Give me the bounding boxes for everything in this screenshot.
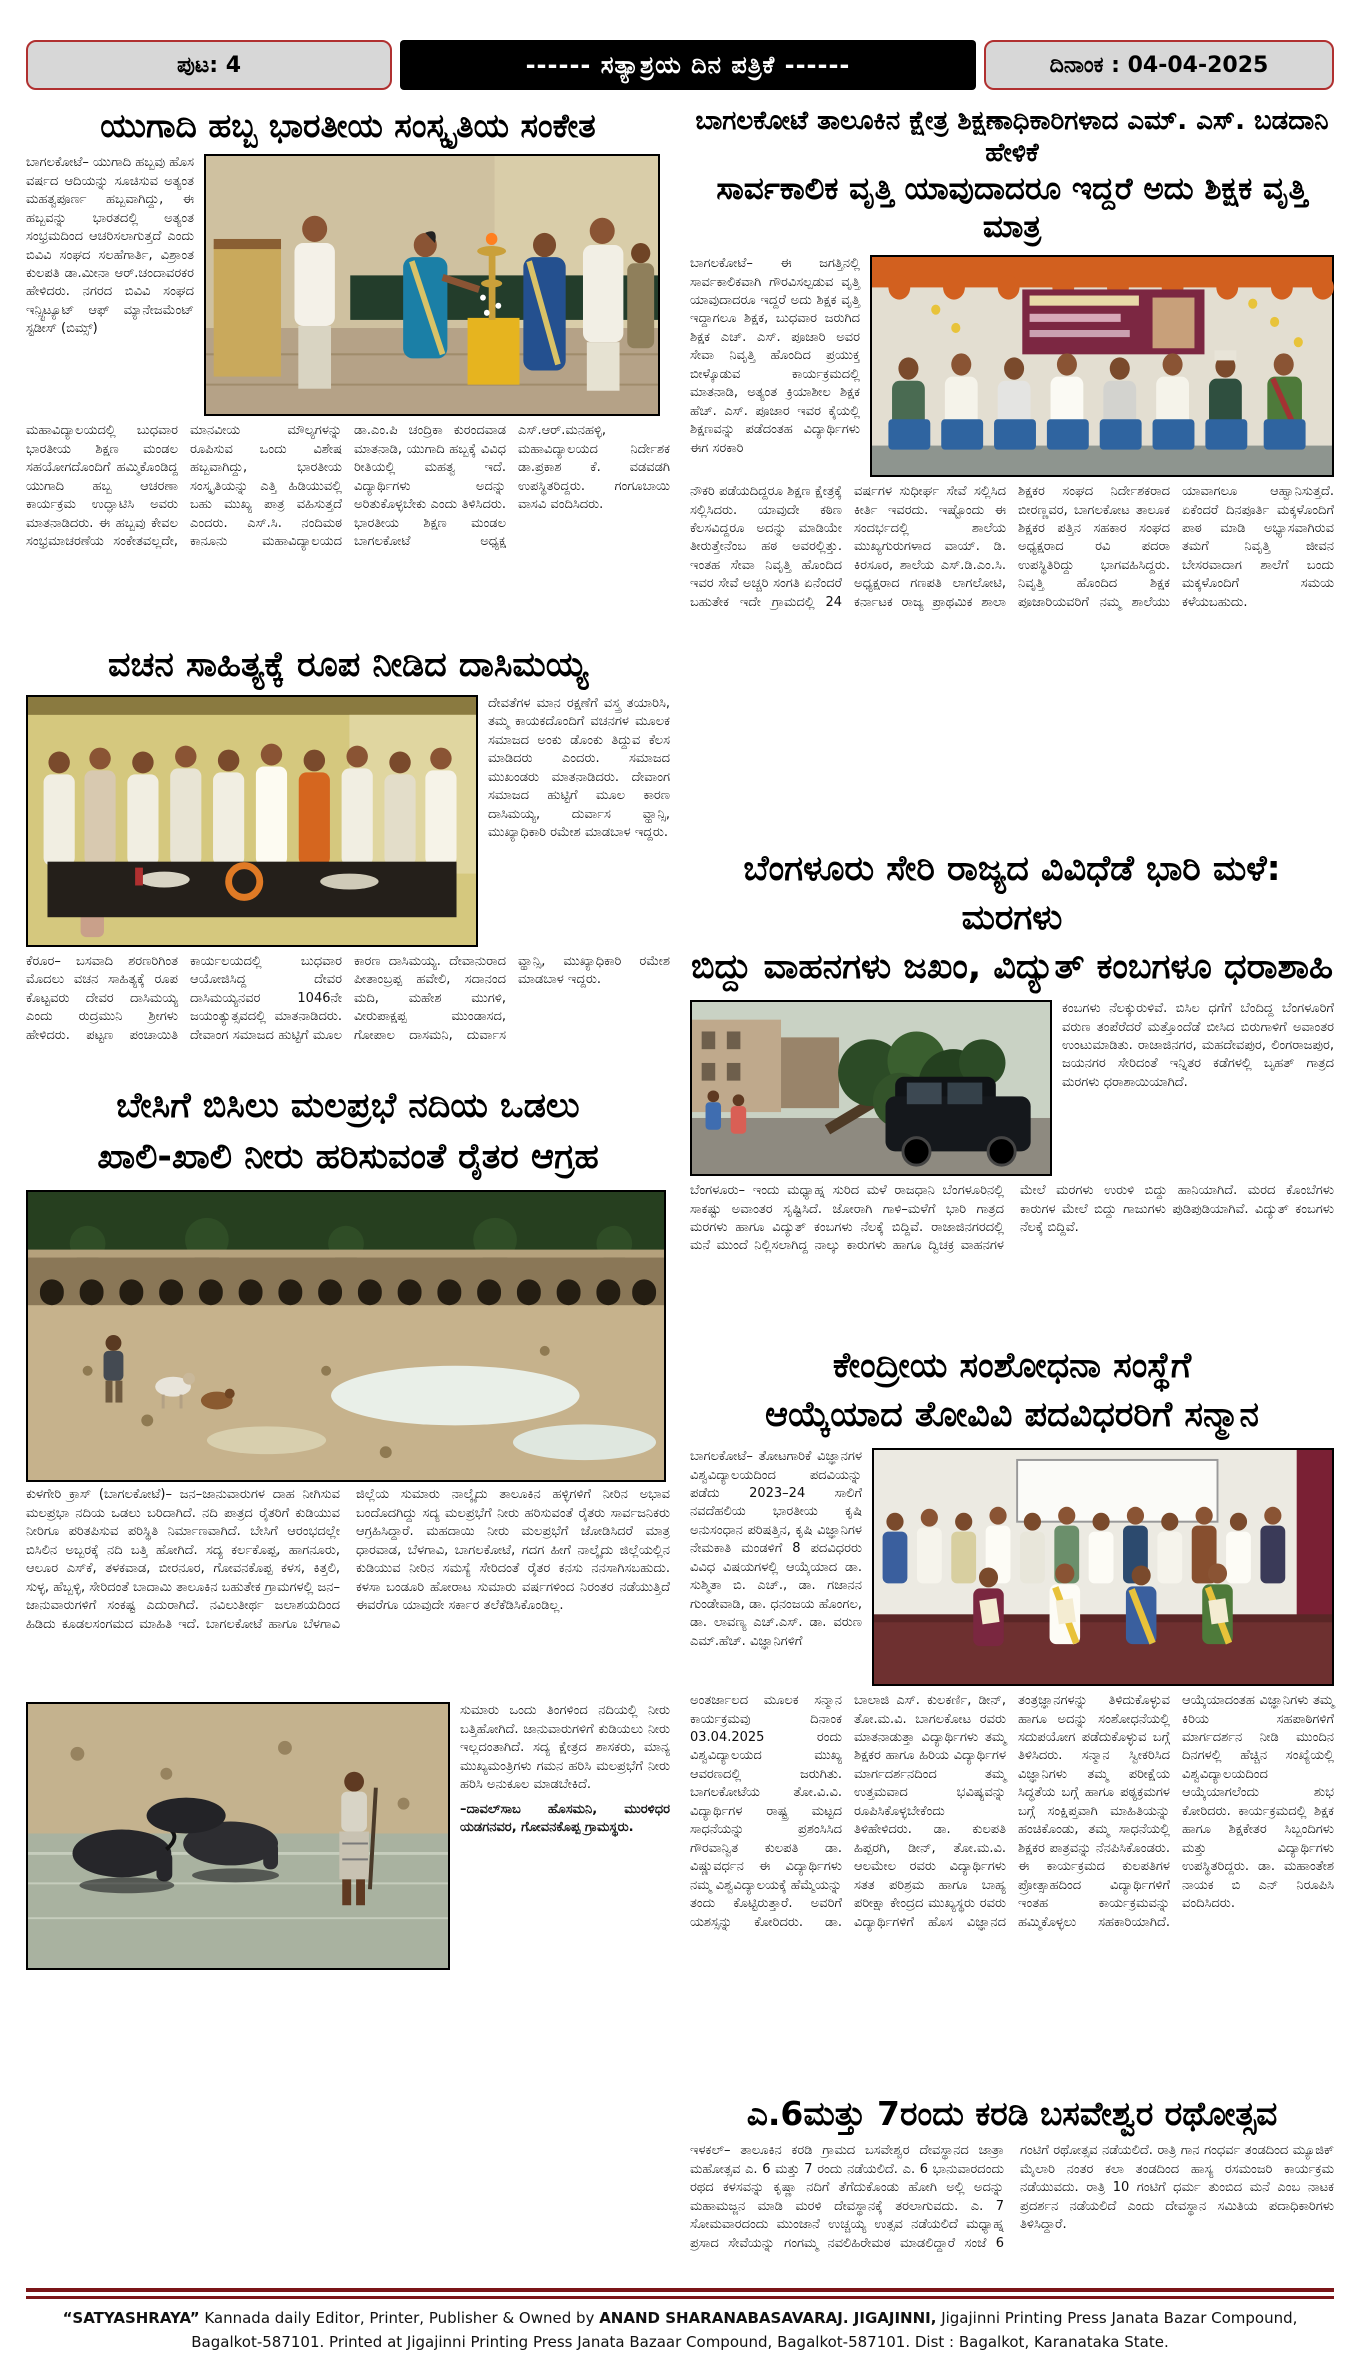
- imprint-footer: [26, 2288, 1334, 2354]
- article-rathotsava: [690, 2094, 1334, 2270]
- water-pool: [331, 1366, 579, 1426]
- curtain: [1297, 1450, 1332, 1619]
- teacher-kicker: ಬಾಗಲಕೋಟೆ ತಾಲೂಕಿನ ಕ್ಷೇತ್ರ ಶಿಕ್ಷಣಾಧಿಕಾರಿಗಳಾದ ಎಮ್. ಎಸ್. ಬಡದಾನಿ ಹೇಳಿಕೆ: [695, 106, 1329, 168]
- article-research: [690, 1342, 1334, 2084]
- research-headline: [690, 1342, 1334, 1440]
- yugadi-headline: ಯುಗಾದಿ ಹಬ್ಬ ಭಾರತೀಯ ಸಂಸ್ಕೃತಿಯ ಸಂಕೇತ: [100, 106, 596, 145]
- teacher-photo-illustration: [872, 257, 1332, 475]
- yugadi-lead: ಬಾಗಲಕೋಟೆ– ಯುಗಾದಿ ಹಬ್ಬವು ಹೊಸ ವರ್ಷದ ಆದಿಯನ್ನು ಸೂಚಿಸುವ ಅತ್ಯಂತ ಮಹತ್ವಪೂರ್ಣ ಹಬ್ಬವಾಗಿದ್ದು, ಈ ಹಬ್ಬವನ್ನು ಭಾರತದಲ್ಲಿ ಅತ್ಯಂತ ಸಂಭ್ರಮದಿಂದ ಆಚರಿಸಲಾಗುತ್ತದೆ ಎಂದು ಬಿವಿವಿ ಸಂಘದ ಸಲಹೆಗಾರ್ತಿ, ವಿಶ್ರಾಂತ ಕುಲಪತಿ ಡಾ.ಮೀನಾ ಆರ್.ಚಂದಾವರಕರ ಹೇಳಿದರು. ನಗರದ ಬಿವಿವಿ ಸಂಘದ ಇನ್ಸ್ಟಿಟ್ಯೂಟ್ ಆಫ್ ಮ್ಯಾನೇಜಮೆಂಟ್ ಸ್ಟಡೀಸ್ (ಬಿಮ್ಸ್): [26, 155, 194, 337]
- banner-portrait: [1153, 298, 1195, 349]
- dasimayya-photo-illustration: [28, 697, 476, 945]
- research-headline-line2: ಆಯ್ಕೆಯಾದ ತೋವಿವಿ ಪದವಿಧರರಿಗೆ ಸನ್ಮಾನ: [764, 1395, 1259, 1436]
- page-body: [26, 102, 1334, 2280]
- dasimayya-body: ಕೆರೂರ– ಬಸವಾದಿ ಶರಣರಿಗಿಂತ ಮೊದಲು ವಚನ ಸಾಹಿತ್ಯಕ್ಕೆ ರೂಪ ಕೊಟ್ಟವರು ದೇವರ ದಾಸಿಮಯ್ಯ ಎಂದು ರುದ್ರಮುನಿ ಶ್ರೀಗಳು ಹೇಳಿದರು. ಪಟ್ಟಣ ಪಂಚಾಯಿತಿ ಕಾರ್ಯಲಯದಲ್ಲಿ ಬುಧವಾರ ಆಯೋಜಿಸಿದ್ದ ದೇವರ ದಾಸಿಮಯ್ಯನವರ 1046ನೇ ಜಯಂತ್ಯುತ್ಸವದಲ್ಲಿ ಮಾತನಾಡಿದರು. ದೇವಾಂಗ ಸಮಾಜದ ಹುಟ್ಟಿಗೆ ಮೂಲ ಕಾರಣ ದಾಸಿಮಯ್ಯ. ದೇವಾನುರಾದ ಪೀತಾಂಬ್ರಪ್ಪ ಹವೇಲಿ, ಸದಾನಂದ ಮದಿ, ಮಹೇಶ ಮುಗಳಿ, ವೀರುಪಾಕ್ಷಪ್ಪ ಮುಂಡಾಸದ, ಗೋಪಾಲ ದಾಸಮನಿ, ದುರ್ವಾಸ ವ್ಹಾನ್ಸಿ, ಮುಖ್ಯಾಧಿಕಾರಿ ರಮೇಶ ಮಾಡಬಾಳ ಇದ್ದರು.: [26, 953, 670, 1043]
- article-teacher: [690, 106, 1334, 835]
- malaprabha-headline-line1: ಬೇಸಿಗೆ ಬಿಸಿಲು ಮಲಪ್ರಭೆ ನದಿಯ ಒಡಲು: [116, 1085, 580, 1126]
- teacher-lead: ಬಾಗಲಕೋಟೆ– ಈ ಜಗತ್ತಿನಲ್ಲಿ ಸಾರ್ವಕಾಲಿಕವಾಗಿ ಗೌರವಿಸಲ್ಪಡುವ ವೃತ್ತಿ ಯಾವುದಾದರೂ ಇದ್ದರೆ ಅದು ಶಿಕ್ಷಕ ವೃತ್ತಿ ಇದ್ದಾಗಲೂ ಶಿಕ್ಷಕ, ಬುಧವಾರ ಜರುಗಿದ ಶಿಕ್ಷಕ ಎಚ್. ಎಸ್. ಪೂಜಾರಿ ಅವರ ಸೇವಾ ನಿವೃತ್ತಿ ಹೊಂದಿದ ಪ್ರಯುಕ್ತ ಬೀಳ್ಕೊಡುವ ಕಾರ್ಯಕ್ರಮದಲ್ಲಿ ಮಾತನಾಡಿ, ಅತ್ಯಂತ ಕ್ರಿಯಾಶೀಲ ಶಿಕ್ಷಕ ಹೆಚ್. ಎಸ್. ಪೂಜಾರ ಇವರ ಕೈಯಲ್ಲಿ ಶಿಕ್ಷಣವನ್ನು ಪಡೆದಂತಹ ವಿದ್ಯಾರ್ಥಿಗಳು ಈಗ ಸರಕಾರಿ: [690, 256, 860, 456]
- dam-parapet: [28, 1250, 664, 1258]
- research-headline-line1: ಕೇಂದ್ರೀಯ ಸಂಶೋಧನಾ ಸಂಸ್ಥೆಗೆ: [832, 1346, 1192, 1387]
- dasimayya-side-text: ದೇವತೆಗಳ ಮಾನ ರಕ್ಷಣೆಗೆ ವಸ್ತ್ರ ತಯಾರಿಸಿ, ತಮ್ಮ ಕಾಯಕದೊಂದಿಗೆ ವಚನಗಳ ಮೂಲಕ ಸಮಾಜದ ಅಂಕು ಡೊಂಕು ತಿದ್ದುವ ಕೆಲಸ ಮಾಡಿದರು ಎಂದರು. ಸಮಾಜದ ಮುಖಂಡರು ಮಾತನಾಡಿದರು. ದೇವಾಂಗ ಸಮಾಜದ ಹುಟ್ಟಿಗೆ ಮೂಲ ಕಾರಣ ದಾಸಿಮಯ್ಯ, ದುರ್ವಾಸ ವ್ಹಾನ್ಸಿ, ಮುಖ್ಯಾಧಿಕಾರಿ ರಮೇಶ ಮಾಡಬಾಳ ಇದ್ದರು.: [488, 695, 670, 841]
- newspaper-title: ------ ಸತ್ಯಾಶ್ರಯ ದಿನ ಪತ್ರಿಕೆ ------: [400, 40, 976, 90]
- rain-side-text: ಕಂಬಗಳು ನೆಲಕ್ಕುರುಳಿವೆ. ಬಿಸಿಲ ಧಗೆಗೆ ಬೆಂದಿದ್ದ ಬೆಂಗಳೂರಿಗೆ ವರುಣ ತಂಪೆರೆದರೆ ಮತ್ತೊಂದೆಡೆ ಬೀಸಿದ ಬಿರುಗಾಳಿಗೆ ಅವಾಂತರ ಉಂಟುಮಾಡಿತು. ರಾಜಾಜಿನಗರ, ಮಹದೇವಪುರ, ಲಿಂಗರಾಜಪುರ, ಜಯನಗರ ಸೇರಿದಂತೆ ಇನ್ನಿತರ ಕಡೆಗಳಲ್ಲಿ ಬೃಹತ್ ಗಾತ್ರದ ಮರಗಳು ಧರಾಶಾಯಿಯಾಗಿದೆ.: [1062, 1001, 1334, 1090]
- orange-curtain: [872, 257, 1332, 287]
- rathotsava-body: ಇಳಕಲ್– ತಾಲೂಕಿನ ಕರಡಿ ಗ್ರಾಮದ ಬಸವೇಶ್ವರ ದೇವಸ್ಥಾನದ ಜಾತ್ರಾ ಮಹೋತ್ಸವ ಎ. 6 ಮತ್ತು 7 ರಂದು ನಡೆಯಲಿದೆ. ಎ. 6 ಭಾನುವಾರದಂದು ರಥದ ಕಳಸವನ್ನು ಕೃಷ್ಣಾ ನದಿಗೆ ತೆಗೆದುಕೊಂಡು ಹೋಗಿ ಅಲ್ಲಿ ಅದನ್ನು ಮಹಾಮಜ್ಜನ ಮಾಡಿ ಮರಳಿ ದೇವಸ್ಥಾನಕ್ಕೆ ತರಲಾಗುವದು. ಎ. 7 ಸೋಮವಾರದಂದು ಮುಂಜಾನೆ ಉಚ್ಚಯ್ಯ ಉತ್ಸವ ನಡೆಯಲಿದೆ ಮಧ್ಯಾಹ್ನ ಪ್ರಸಾದ ಸೇವೆಯನ್ನು ಗಂಗಮ್ಮ ನವಲಿಹಿರೇಮಠ ಮಾಡಲಿದ್ದಾರೆ ಸಂಜೆ 6 ಗಂಟಿಗೆ ರಥೋತ್ಸವ ನಡೆಯಲಿದೆ. ರಾತ್ರಿ ಗಾನ ಗಂಧರ್ವ ತಂಡದಿಂದ ಮ್ಯೂಜಿಕ್ ಮೈಲಾರಿ ನಂತರ ಕಲಾ ತಂಡದಿಂದ ಹಾಸ್ಯ ರಸಮಂಜರಿ ಕಾರ್ಯಕ್ರಮ ನಡೆಯುವದು. ರಾತ್ರಿ 10 ಗಂಟಿಗೆ ಧರ್ಮ ತುಂಬಿದ ಮನೆ ಎಂಬ ನಾಟಕ ಪ್ರದರ್ಶನ ನಡೆಯಲಿದೆ ಎಂದು ದೇವಸ್ಥಾನ ಸಮಿತಿಯ ಪದಾಧಿಕಾರಿಗಳು ತಿಳಿಸಿದ್ದಾರೆ.: [690, 2143, 1334, 2251]
- article-malaprabha: [26, 1081, 670, 1971]
- imprint-line2: Bagalkot-587101. Printed at Jigajinni Printing Press Janata Bazaar Compound, Bagalkot-587101. Dist : Bagalkot, Karanataka State.: [191, 2332, 1169, 2351]
- left-column: [26, 102, 670, 2280]
- date-box: ದಿನಾಂಕ : 04-04-2025: [984, 40, 1334, 90]
- teacher-headline: ಸಾರ್ವಕಾಲಿಕ ವೃತ್ತಿ ಯಾವುದಾದರೂ ಇದ್ದರೆ ಅದು ಶಿಕ್ಷಕ ವೃತ್ತಿ ಮಾತ್ರ: [716, 171, 1308, 246]
- rain-headline-line2: ಬಿದ್ದು ವಾಹನಗಳು ಜಖಂ, ವಿದ್ಯುತ್ ಕಂಬಗಳೂ ಧರಾಶಾಹಿ: [690, 947, 1334, 988]
- research-photo-illustration: [874, 1450, 1332, 1684]
- stage-floor: [874, 1619, 1332, 1684]
- fallen-tree-photo: [690, 1000, 1052, 1176]
- dry-river-illustration: [28, 1192, 664, 1480]
- dry-river-dam-photo: [26, 1190, 666, 1482]
- imprint-tail: Jigajinni Printing Press Janata Bazar Compound,: [936, 2309, 1298, 2328]
- page-number-box: ಪುಟ: 4: [26, 40, 392, 90]
- whiteboard: [1017, 1460, 1217, 1522]
- event-banner: [1022, 290, 1204, 355]
- rathotsava-headline: ಎ.6ಮತ್ತು 7ರಂದು ಕರಡಿ ಬಸವೇಶ್ವರ ರಥೋತ್ಸವ: [746, 2094, 1278, 2134]
- yugadi-photo-illustration: [206, 156, 658, 414]
- article-yugadi: [26, 106, 670, 634]
- masthead: [26, 40, 1334, 90]
- footer-double-rule: [26, 2288, 1334, 2299]
- article-rain: [690, 845, 1334, 1332]
- research-group-photo: [872, 1448, 1334, 1686]
- article-dasimayya: [26, 644, 670, 1071]
- dasimayya-group-photo: [26, 695, 478, 947]
- storm-damage-illustration: [692, 1002, 1050, 1174]
- malaprabha-headline: [26, 1081, 670, 1183]
- dasimayya-headline: ವಚನ ಸಾಹಿತ್ಯಕ್ಕೆ ರೂಪ ನೀಡಿದ ದಾಸಿಮಯ್ಯ: [107, 645, 589, 686]
- right-column: [690, 102, 1334, 2280]
- imprint-owner: ANAND SHARANABASAVARAJ. JIGAJINNI,: [599, 2309, 937, 2328]
- malaprabha-byline: –ದಾವಲ್‌ಸಾಬ ಹೊಸಮನಿ, ಮುರಳಿಧರ ಯಡಗನವರ, ಗೋವನಕೊಪ್ಪ ಗ್ರಾಮಸ್ಥರು.: [460, 1801, 670, 1836]
- research-lead: ಬಾಗಲಕೋಟೆ– ತೋಟಗಾರಿಕೆ ವಿಜ್ಞಾನಗಳ ವಿಶ್ವವಿದ್ಯಾಲಯದಿಂದ ಪದವಿಯನ್ನು ಪಡೆದು 2023–24 ಸಾಲಿಗೆ ನವದೆಹಲಿಯ ಭಾರತೀಯ ಕೃಷಿ ಅನುಸಂಧಾನ ಪರಿಷತ್ತಿನ, ಕೃಷಿ ವಿಜ್ಞಾನಿಗಳ ನೇಮಕಾತಿ ಮಂಡಳಿಗೆ 8 ಪದವಿಧರರು ವಿವಿಧ ವಿಷಯಗಳಲ್ಲಿ ಆಯ್ಕೆಯಾದ ಡಾ. ಸುಶ್ಮಿತಾ ಬಿ. ಎಚ್., ಡಾ. ಗಜಾನನ ಗುಂಡೇವಾಡಿ, ಡಾ. ಧನಂಜಯ ಹೊಂಗಲ, ಡಾ. ಲಾವಣ್ಯ ಎಚ್.ಎಸ್. ಡಾ. ವರುಣ ಎಮ್.ಹೆಚ್. ವಿಜ್ಞಾನಿಗಳಿಗೆ: [690, 1449, 862, 1649]
- malaprabha-headline-line2: ಖಾಲಿ-ಖಾಲಿ ನೀರು ಹರಿಸುವಂತೆ ರೈತರ ಆಗ್ರಹ: [97, 1136, 599, 1177]
- rain-headline: [690, 845, 1334, 992]
- yugadi-body: ಮಹಾವಿದ್ಯಾಲಯದಲ್ಲಿ ಬುಧವಾರ ಭಾರತೀಯ ಶಿಕ್ಷಣ ಮಂಡಲ ಸಹಯೋಗದೊಂದಿಗೆ ಹಮ್ಮಿಕೊಂಡಿದ್ದ ಯುಗಾದಿ ಹಬ್ಬ ಆಚರಣಾ ಕಾರ್ಯಕ್ರಮ ಉದ್ಘಾಟಿಸಿ ಅವರು ಮಾತನಾಡಿದರು. ಈ ಹಬ್ಬವು ಕೇವಲ ಸಂಭ್ರಮಾಚರಣೆಯ ಸಂಕೇತವಲ್ಲದೇ, ಮಾನವೀಯ ಮೌಲ್ಯಗಳನ್ನು ರೂಪಿಸುವ ಒಂದು ವಿಶೇಷ ಹಬ್ಬವಾಗಿದ್ದು, ಭಾರತೀಯ ಸಂಸ್ಕೃತಿಯನ್ನು ಎತ್ತಿ ಹಿಡಿಯುವಲ್ಲಿ ಬಹು ಮುಖ್ಯ ಪಾತ್ರ ವಹಿಸುತ್ತದೆ ಎಂದರು. ಎಸ್.ಸಿ. ನಂದಿಮಠ ಕಾನೂನು ಮಹಾವಿದ್ಯಾಲಯದ ಡಾ.ಎಂ.ಪಿ ಚಂದ್ರಿಕಾ ಕುರಂದವಾಡ ಮಾತನಾಡಿ, ಯುಗಾದಿ ಹಬ್ಬಕ್ಕೆ ವಿವಿಧ ರೀತಿಯಲ್ಲಿ ಮಹತ್ವ ಇದೆ. ವಿದ್ಯಾರ್ಥಿಗಳು ಅದನ್ನು ಅರಿತುಕೊಳ್ಳಬೇಕು ಎಂದು ತಿಳಿಸಿದರು. ಭಾರತೀಯ ಶಿಕ್ಷಣ ಮಂಡಲ ಬಾಗಲಕೋಟೆ ಅಧ್ಯಕ್ಷ ಎಸ್.ಆರ್.ಮನಹಳ್ಳಿ, ಮಹಾವಿದ್ಯಾಲಯದ ನಿರ್ದೇಶಕ ಡಾ.ಪ್ರಕಾಶ ಕೆ. ವಡವಡಗಿ ಉಪಸ್ಥಿತರಿದ್ದರು. ಗಂಗೂಬಾಯಿ ವಾಸವಿ ವಂದಿಸಿದರು.: [26, 423, 670, 549]
- imprint-text: [26, 2307, 1334, 2354]
- rain-headline-line1: ಬೆಂಗಳೂರು ಸೇರಿ ರಾಜ್ಯದ ವಿವಿಧೆಡೆ ಭಾರಿ ಮಳೆ: ಮರಗಳು: [743, 849, 1281, 939]
- buffalo-pond-photo: [26, 1702, 450, 1970]
- malaprabha-side-text: ಸುಮಾರು ಒಂದು ತಿಂಗಳಿಂದ ನದಿಯಲ್ಲಿ ನೀರು ಬತ್ತಿಹೋಗಿದೆ. ಜಾನುವಾರುಗಳಿಗೆ ಕುಡಿಯಲು ನೀರು ಇಲ್ಲದಂತಾಗಿದೆ. ಸದ್ಯ ಕ್ಷೇತ್ರದ ಶಾಸಕರು, ಮಾನ್ಯ ಮುಖ್ಯಮಂತ್ರಿಗಳು ಗಮನ ಹರಿಸಿ ಮಲಪ್ರಭೆಗೆ ನೀರು ಹರಿಸಿ ಅನುಕೂಲ ಮಾಡಬೇಕಿದೆ.: [460, 1703, 670, 1793]
- yugadi-lamp-photo: [204, 154, 660, 416]
- rain-body: ಬೆಂಗಳೂರು– ಇಂದು ಮಧ್ಯಾಹ್ನ ಸುರಿದ ಮಳೆ ರಾಜಧಾನಿ ಬೆಂಗಳೂರಿನಲ್ಲಿ ಸಾಕಷ್ಟು ಅವಾಂತರ ಸೃಷ್ಟಿಸಿದೆ. ಜೋರಾಗಿ ಗಾಳಿ–ಮಳೆಗೆ ಭಾರಿ ಗಾತ್ರದ ಮರಗಳು ಹಾಗೂ ವಿದ್ಯುತ್ ಕಂಬಗಳು ನೆಲಕ್ಕೆ ಬಿದ್ದಿವೆ. ರಾಜಾಜಿನಗರದಲ್ಲಿ ಮನೆ ಮುಂದೆ ನಿಲ್ಲಿಸಲಾಗಿದ್ದ ನಾಲ್ಕು ಕಾರುಗಳು ಹಾಗೂ ದ್ವಿಚಕ್ರ ವಾಹನಗಳ ಮೇಲೆ ಮರಗಳು ಉರುಳಿ ಬಿದ್ದು ಹಾನಿಯಾಗಿದೆ. ಮರದ ಕೊಂಬೆಗಳು ಕಾರುಗಳ ಮೇಲೆ ಬಿದ್ದು ಗಾಜುಗಳು ಪುಡಿಪುಡಿಯಾಗಿವೆ. ವಿದ್ಯುತ್ ಕಂಬಗಳು ನೆಲಕ್ಕೆ ಬಿದ್ದಿವೆ.: [690, 1183, 1334, 1254]
- teacher-body: ನೌಕರಿ ಪಡೆಯದಿದ್ದರೂ ಶಿಕ್ಷಣ ಕ್ಷೇತ್ರಕ್ಕೆ ಸಲ್ಲಿಸಿದರು. ಯಾವುದೇ ಕಠಿಣ ಕೆಲಸವಿದ್ದರೂ ಅದನ್ನು ಮಾಡಿಯೇ ತೀರುತ್ತೇನೆಂಬ ಹಠ ಅವರಲ್ಲಿತ್ತು. ಇಂತಹ ಸೇವಾ ನಿವೃತ್ತಿ ಹೊಂದಿದ ಇವರ ಸೇವೆ ಅಚ್ಚರಿ ಸಂಗತಿ ಏನೆಂದರೆ ಬಹುತೇಕ ಇದೇ ಗ್ರಾಮದಲ್ಲಿ 24 ವರ್ಷಗಳ ಸುಧೀರ್ಘ ಸೇವೆ ಸಲ್ಲಿಸಿದ ಕೀರ್ತಿ ಇವರದು. ಇಷ್ಟೊಂದು ಈ ಸಂದರ್ಭದಲ್ಲಿ ಶಾಲೆಯ ಮುಖ್ಯಗುರುಗಳಾದ ವಾಯ್. ಡಿ. ಕಿರಸೂರ, ಶಾಲೆಯ ಎಸ್.ಡಿ.ಎಂ.ಸಿ. ಅಧ್ಯಕ್ಷರಾದ ಗಣಪತಿ ಲಾಗಲೋಟಿ, ಕರ್ನಾಟಕ ರಾಜ್ಯ ಪ್ರಾಥಮಿಕ ಶಾಲಾ ಶಿಕ್ಷಕರ ಸಂಘದ ನಿರ್ದೇಶಕರಾದ ಬೀರಣ್ಣವರ, ಬಾಗಲಕೋಟ ತಾಲೂಕ ಶಿಕ್ಷಕರ ಪತ್ತಿನ ಸಹಕಾರ ಸಂಘದ ಅಧ್ಯಕ್ಷರಾದ ರವಿ ಪದರಾ ಉಪಸ್ಥಿತಿರಿದ್ದು ಭಾಗವಹಿಸಿದ್ದರು. ನಿವೃತ್ತಿ ಹೊಂದಿದ ಶಿಕ್ಷಕ ಪೂಜಾರಿಯವರಿಗೆ ನಮ್ಮ ಶಾಲೆಯು ಯಾವಾಗಲೂ ಆಹ್ವಾನಿಸುತ್ತದೆ. ಏಕೆಂದರೆ ದಿನಪೂರ್ತಿ ಮಕ್ಕಳೊಂದಿಗೆ ಪಾಠ ಮಾಡಿ ಅಭ್ಯಾಸವಾಗಿರುವ ತಮಗೆ ನಿವೃತ್ತಿ ಜೀವನ ಬೇಸರವಾದಾಗ ಶಾಲೆಗೆ ಬಂದು ಮಕ್ಕಳೊಂದಿಗೆ ಸಮಯ ಕಳೆಯಬಹುದು.: [690, 484, 1334, 610]
- teacher-stage-photo: [870, 255, 1334, 477]
- research-body: ಅಂತರ್ಜಾಲದ ಮೂಲಕ ಸನ್ಮಾನ ಕಾರ್ಯಕ್ರಮವು ದಿನಾಂಕ 03.04.2025 ರಂದು ವಿಶ್ವವಿದ್ಯಾಲಯದ ಮುಖ್ಯ ಆವರಣದಲ್ಲಿ ಜರುಗಿತು. ಬಾಗಲಕೋಟೆಯ ತೋ.ವಿ.ವಿ. ವಿದ್ಯಾರ್ಥಿಗಳ ರಾಷ್ಟ್ರ ಮಟ್ಟದ ಸಾಧನೆಯನ್ನು ಪ್ರಶಂಸಿಸಿದ ಗೌರವಾನ್ವಿತ ಕುಲಪತಿ ಡಾ. ವಿಷ್ಣುವರ್ಧನ ಈ ವಿದ್ಯಾರ್ಥಿಗಳು ನಮ್ಮ ವಿಶ್ವವಿದ್ಯಾಲಯಕ್ಕೆ ಹೆಮ್ಮೆಯನ್ನು ತಂದು ಕೊಟ್ಟಿರುತ್ತಾರೆ. ಅವರಿಗೆ ಯಶಸ್ಸನ್ನು ಕೋರಿದರು. ಡಾ. ಬಾಲಾಜಿ ಎಸ್. ಕುಲಕರ್ಣಿ, ಡೀನ್, ತೋ.ಮ.ವಿ. ಬಾಗಲಕೋಟ ರವರು ಮಾತನಾಡುತ್ತಾ ವಿದ್ಯಾರ್ಥಿಗಳು ತಮ್ಮ ಶಿಕ್ಷಕರ ಹಾಗೂ ಹಿರಿಯ ವಿದ್ಯಾರ್ಥಿಗಳ ಮಾರ್ಗದರ್ಶನದಿಂದ ತಮ್ಮ ಉತ್ತಮವಾದ ಭವಿಷ್ಯವನ್ನು ರೂಪಿಸಿಕೊಳ್ಳಬೇಕೆಂದು ತಿಳಿಹೇಳಿದರು. ಡಾ. ಕುಲಪತಿ ಹಿಪ್ಪರಗಿ, ಡೀನ್, ತೋ.ಮ.ವಿ. ಆಲಮೇಲ ರವರು ವಿದ್ಯಾರ್ಥಿಗಳು ಸತತ ಪರಿಶ್ರಮ ಹಾಗೂ ಬಾಹ್ಯ ಪರೀಕ್ಷಾ ಕೇಂದ್ರದ ಮುಖ್ಯಸ್ಥರು ರವರು ವಿದ್ಯಾರ್ಥಿಗಳಿಗೆ ಹೊಸ ವಿಜ್ಞಾನದ ತಂತ್ರಜ್ಞಾನಗಳನ್ನು ತಿಳಿದುಕೊಳ್ಳುವ ಹಾಗೂ ಅದನ್ನು ಸಂಶೋಧನೆಯಲ್ಲಿ ಸದುಪಯೋಗ ಪಡೆದುಕೊಳ್ಳುವ ಬಗ್ಗೆ ತಿಳಿಸಿದರು. ಸನ್ಮಾನ ಸ್ವೀಕರಿಸಿದ ವಿಜ್ಞಾನಿಗಳು ತಮ್ಮ ಪರೀಕ್ಷೆಯ ಸಿದ್ಧತೆಯ ಬಗ್ಗೆ ಹಾಗೂ ಪಠ್ಯಕ್ರಮಗಳ ಬಗ್ಗೆ ಸಂಕ್ಷಿಪ್ತವಾಗಿ ಮಾಹಿತಿಯನ್ನು ಹಂಚಿಕೊಂಡು, ತಮ್ಮ ಸಾಧನೆಯಲ್ಲಿ ಶಿಕ್ಷಕರ ಪಾತ್ರವನ್ನು ನೆನಪಿಸಿಕೊಂಡರು. ಈ ಕಾರ್ಯಕ್ರಮದ ಕುಲಪತಿಗಳ ಪ್ರೋತ್ಸಾಹದಿಂದ ವಿದ್ಯಾರ್ಥಿಗಳಿಗೆ ಇಂತಹ ಕಾರ್ಯಕ್ರಮವನ್ನು ಹಮ್ಮಿಕೊಳ್ಳಲು ಸಹಕಾರಿಯಾಗಿದೆ. ಆಯ್ಕೆಯಾದಂತಹ ವಿಜ್ಞಾನಿಗಳು ತಮ್ಮ ಕಿರಿಯ ಸಹಪಾಠಿಗಳಿಗೆ ಮಾರ್ಗದರ್ಶನ ನೀಡಿ ಮುಂದಿನ ದಿನಗಳಲ್ಲಿ ಹೆಚ್ಚಿನ ಸಂಖ್ಯೆಯಲ್ಲಿ ವಿಶ್ವವಿದ್ಯಾಲಯದಿಂದ ಆಯ್ಕೆಯಾಗಲೆಂದು ಶುಭ ಕೋರಿದರು. ಕಾರ್ಯಕ್ರಮದಲ್ಲಿ ಶಿಕ್ಷಕ ಹಾಗೂ ಶಿಕ್ಷಕೇತರ ಸಿಬ್ಬಂದಿಗಳು ಮತ್ತು ವಿದ್ಯಾರ್ಥಿಗಳು ಉಪಸ್ಥಿತರಿದ್ದರು. ಡಾ. ಮಹಾಂತೇಶ ನಾಯಕ ಬಿ ಎನ್ ನಿರೂಪಿಸಿ ವಂದಿಸಿದರು.: [690, 1693, 1334, 1930]
- imprint-mid: Kannada daily Editor, Printer, Publisher & Owned by: [199, 2309, 600, 2328]
- malaprabha-body: ಕುಳಗೇರಿ ಕ್ರಾಸ್ (ಬಾಗಲಕೋಟೆ)– ಜನ–ಜಾನುವಾರುಗಳ ದಾಹ ನೀಗಿಸುವ ಮಲಪ್ರಭಾ ನದಿಯ ಒಡಲು ಬರಿದಾಗಿದೆ. ನದಿ ಪಾತ್ರದ ರೈತರಿಗೆ ಕುಡಿಯುವ ನೀರಿಗೂ ಪರಿತಪಿಸುವ ಪರಿಸ್ಥಿತಿ ನಿರ್ಮಾಣವಾಗಿದೆ. ಬೇಸಿಗೆ ಆರಂಭದಲ್ಲೇ ಬಿಸಿಲಿನ ಅಬ್ಬರಕ್ಕೆ ನದಿ ಬತ್ತಿ ಹೋಗಿದೆ. ಸದ್ಯ ಕರ್ಲಕೊಪ್ಪ, ಹಾಗನೂರು, ಆಲೂರ ಎಸ್‌ಕೆ, ತಳಕವಾಡ, ಬೀರನೂರ, ಗೋವನಕೊಪ್ಪ ಕಳಸ, ಕಿತ್ತಲಿ, ಸುಳ್ಳ, ಹೆಬ್ಬಳ್ಳಿ, ಸೇರಿದಂತೆ ಬಾದಾಮಿ ತಾಲೂಕಿನ ಬಹುತೇಕ ಗ್ರಾಮಗಳಲ್ಲಿ ಜನ–ಜಾನುವಾರುಗಳಿಗೆ ಸಂಕಷ್ಟ ಎದುರಾಗಿದೆ. ನವಿಲುತೀರ್ಥ ಜಲಾಶಯದಿಂದ ಹಿಡಿದು ಕೂಡಲಸಂಗಮದ ಮಾಹಿತಿ ಇದೆ. ಬಾಗಲಕೋಟೆ ಹಾಗೂ ಬೆಳಗಾವಿ ಜಿಲ್ಲೆಯ ಸುಮಾರು ನಾಲ್ಕೈದು ತಾಲೂಕಿನ ಹಳ್ಳಿಗಳಿಗೆ ನೀರಿನ ಅಭಾವ ಬಂದೊದಗಿದ್ದು ಸದ್ಯ ಮಲಪ್ರಭೆಗೆ ನೀರು ಹರಿಸುವಂತೆ ರೈತರು ಸಾರ್ವಜನಿಕರು ಆಗ್ರಹಿಸಿದ್ದಾರೆ. ಮಹದಾಯಿ ನೀರು ಮಲಪ್ರಭೆಗೆ ಜೋಡಿಸಿದರೆ ಮಾತ್ರ ಧಾರವಾಡ, ಬೆಳಗಾವಿ, ಬಾಗಲಕೋಟೆ, ಗದಗ ಹೀಗೆ ನಾಲ್ಕೈದು ಜಿಲ್ಲೆಯಲ್ಲಿನ ಕುಡಿಯುವ ನೀರಿನ ಸಮಸ್ಯೆ ಸೇರಿದಂತೆ ರೈತರ ಕನಸು ನನಸಾಗಿಸಬಹುದು. ಕಳಸಾ ಬಂಡೂರಿ ಹೋರಾಟ ಸುಮಾರು ವರ್ಷಗಳಿಂದ ನಿರಂತರ ನಡೆಯುತ್ತಿದೆ ಈವರೆಗೂ ಯಾವುದೇ ಸರ್ಕಾರ ತಲೆಕೆಡಿಸಿಕೊಂಡಿಲ್ಲ.: [26, 1487, 670, 1632]
- buffalo-illustration: [28, 1704, 448, 1968]
- floor: [872, 446, 1332, 475]
- imprint-brand: “SATYASHRAYA”: [62, 2309, 200, 2328]
